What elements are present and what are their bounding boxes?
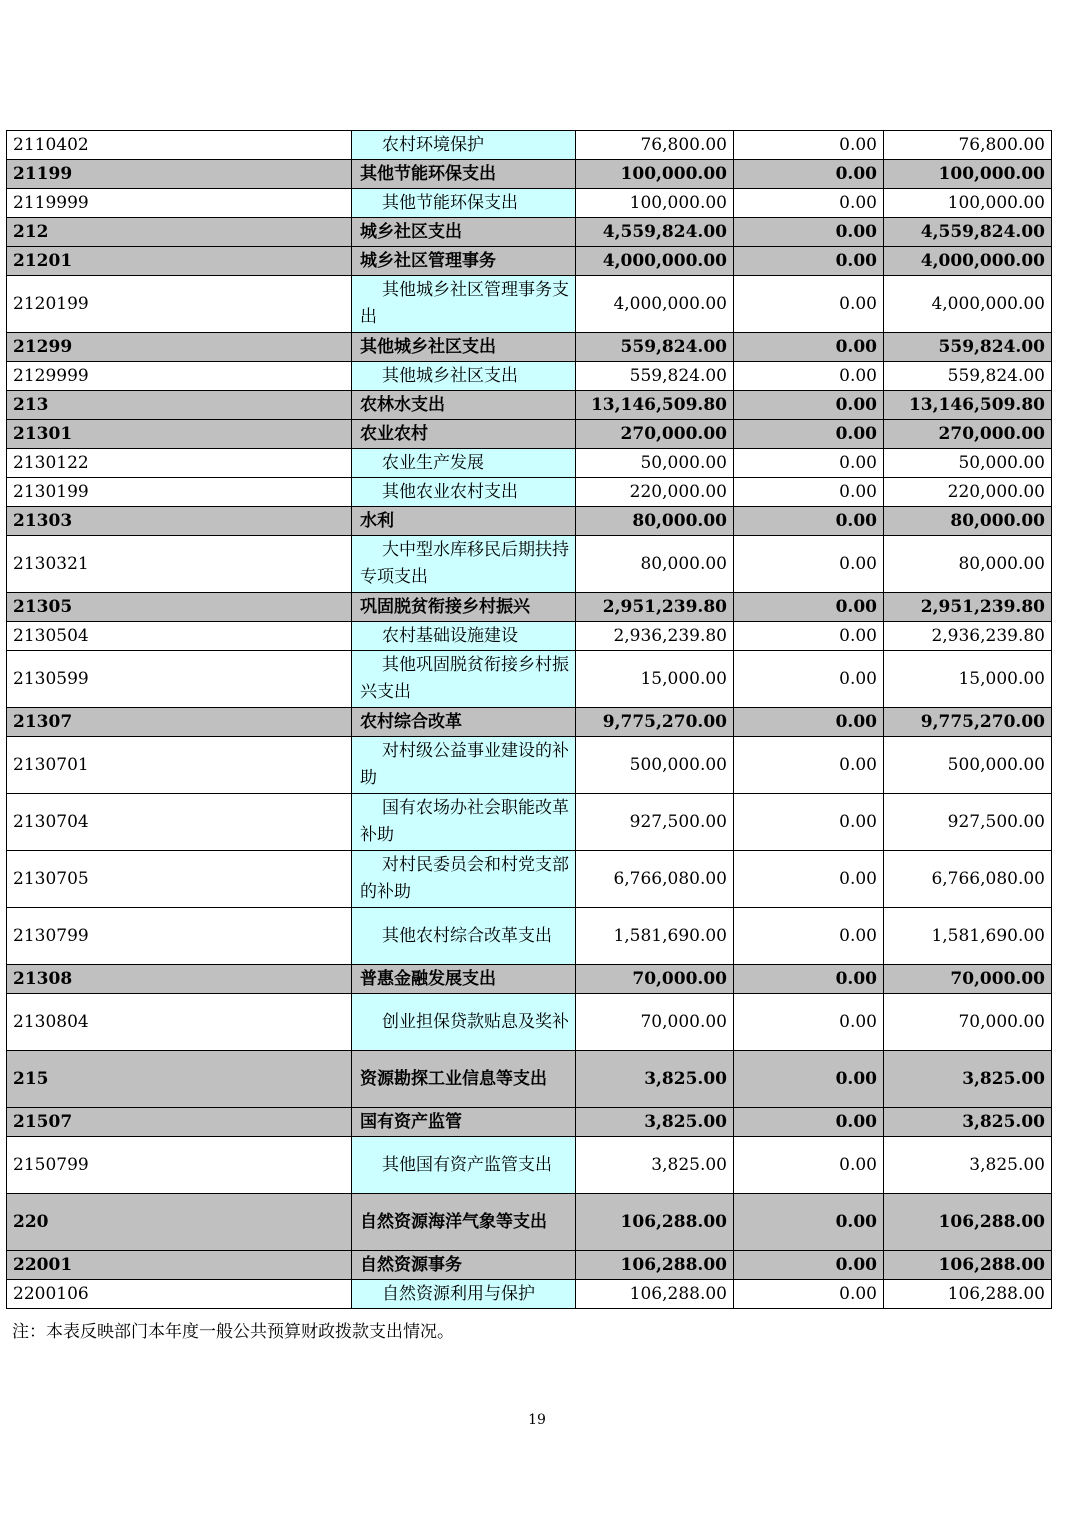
subject-name: 其他城乡社区支出 [352, 333, 576, 362]
table-row-summary [7, 507, 1052, 536]
subject-code: 21507 [7, 1108, 352, 1137]
subject-code: 2130705 [7, 851, 352, 908]
amount-col3: 4,559,824.00 [884, 218, 1052, 247]
table-row-summary [7, 1251, 1052, 1280]
amount-col2: 0.00 [734, 1137, 884, 1194]
subject-name: 城乡社区支出 [352, 218, 576, 247]
subject-code: 21308 [7, 965, 352, 994]
subject-name: 其他节能环保支出 [352, 160, 576, 189]
subject-code: 2119999 [7, 189, 352, 218]
amount-total: 2,936,239.80 [576, 622, 734, 651]
subject-name: 大中型水库移民后期扶持专项支出 [352, 536, 576, 593]
amount-total: 13,146,509.80 [576, 391, 734, 420]
amount-col2: 0.00 [734, 1051, 884, 1108]
subject-name: 其他城乡社区支出 [352, 362, 576, 391]
amount-total: 50,000.00 [576, 449, 734, 478]
subject-name: 自然资源海洋气象等支出 [352, 1194, 576, 1251]
amount-total: 100,000.00 [576, 160, 734, 189]
amount-col3: 270,000.00 [884, 420, 1052, 449]
subject-name: 其他节能环保支出 [352, 189, 576, 218]
amount-col2: 0.00 [734, 994, 884, 1051]
table-row-summary [7, 593, 1052, 622]
subject-code: 220 [7, 1194, 352, 1251]
subject-name: 其他农业农村支出 [352, 478, 576, 507]
amount-col2: 0.00 [734, 449, 884, 478]
amount-total: 70,000.00 [576, 994, 734, 1051]
subject-code: 21303 [7, 507, 352, 536]
amount-col3: 80,000.00 [884, 507, 1052, 536]
amount-col2: 0.00 [734, 908, 884, 965]
amount-total: 3,825.00 [576, 1137, 734, 1194]
amount-col2: 0.00 [734, 1194, 884, 1251]
amount-col2: 0.00 [734, 593, 884, 622]
amount-col3: 50,000.00 [884, 449, 1052, 478]
amount-total: 15,000.00 [576, 651, 734, 708]
amount-col3: 500,000.00 [884, 737, 1052, 794]
amount-total: 2,951,239.80 [576, 593, 734, 622]
amount-col2: 0.00 [734, 737, 884, 794]
table-row-summary [7, 391, 1052, 420]
amount-col2: 0.00 [734, 536, 884, 593]
subject-name: 对村级公益事业建设的补助 [352, 737, 576, 794]
amount-total: 4,000,000.00 [576, 276, 734, 333]
amount-total: 106,288.00 [576, 1251, 734, 1280]
amount-col3: 13,146,509.80 [884, 391, 1052, 420]
subject-code: 2129999 [7, 362, 352, 391]
subject-name: 其他国有资产监管支出 [352, 1137, 576, 1194]
amount-total: 4,000,000.00 [576, 247, 734, 276]
table-row-summary [7, 1108, 1052, 1137]
table-row [7, 622, 1052, 651]
amount-col3: 100,000.00 [884, 160, 1052, 189]
amount-col3: 9,775,270.00 [884, 708, 1052, 737]
amount-total: 500,000.00 [576, 737, 734, 794]
subject-name: 国有资产监管 [352, 1108, 576, 1137]
amount-col2: 0.00 [734, 333, 884, 362]
amount-col3: 2,951,239.80 [884, 593, 1052, 622]
amount-col3: 15,000.00 [884, 651, 1052, 708]
amount-total: 70,000.00 [576, 965, 734, 994]
amount-col2: 0.00 [734, 507, 884, 536]
table-row-summary [7, 965, 1052, 994]
amount-col2: 0.00 [734, 794, 884, 851]
subject-code: 2130804 [7, 994, 352, 1051]
table-row-summary [7, 160, 1052, 189]
amount-col3: 2,936,239.80 [884, 622, 1052, 651]
table-row [7, 994, 1052, 1051]
table-row-summary [7, 708, 1052, 737]
subject-name: 农村环境保护 [352, 131, 576, 160]
amount-col2: 0.00 [734, 218, 884, 247]
subject-code: 2130321 [7, 536, 352, 593]
amount-total: 3,825.00 [576, 1051, 734, 1108]
amount-col2: 0.00 [734, 965, 884, 994]
amount-total: 106,288.00 [576, 1280, 734, 1309]
amount-col3: 100,000.00 [884, 189, 1052, 218]
subject-name: 自然资源事务 [352, 1251, 576, 1280]
amount-col2: 0.00 [734, 391, 884, 420]
amount-col3: 1,581,690.00 [884, 908, 1052, 965]
table-row [7, 189, 1052, 218]
subject-code: 2130701 [7, 737, 352, 794]
table-row [7, 362, 1052, 391]
amount-total: 80,000.00 [576, 507, 734, 536]
amount-total: 270,000.00 [576, 420, 734, 449]
table-row-summary [7, 420, 1052, 449]
table-row [7, 478, 1052, 507]
amount-col2: 0.00 [734, 131, 884, 160]
subject-code: 213 [7, 391, 352, 420]
subject-name: 农村综合改革 [352, 708, 576, 737]
table-row [7, 536, 1052, 593]
table-footnote: 注：本表反映部门本年度一般公共预算财政拨款支出情况。 [12, 1322, 454, 1342]
amount-total: 927,500.00 [576, 794, 734, 851]
table-row [7, 1280, 1052, 1309]
amount-col2: 0.00 [734, 160, 884, 189]
amount-col2: 0.00 [734, 362, 884, 391]
amount-col2: 0.00 [734, 247, 884, 276]
amount-col2: 0.00 [734, 708, 884, 737]
amount-col2: 0.00 [734, 622, 884, 651]
subject-code: 2130599 [7, 651, 352, 708]
table-row [7, 651, 1052, 708]
subject-name: 其他巩固脱贫衔接乡村振兴支出 [352, 651, 576, 708]
subject-code: 22001 [7, 1251, 352, 1280]
amount-col3: 6,766,080.00 [884, 851, 1052, 908]
amount-total: 9,775,270.00 [576, 708, 734, 737]
amount-total: 559,824.00 [576, 333, 734, 362]
subject-name: 其他农村综合改革支出 [352, 908, 576, 965]
subject-code: 21301 [7, 420, 352, 449]
amount-total: 106,288.00 [576, 1194, 734, 1251]
amount-col3: 80,000.00 [884, 536, 1052, 593]
amount-total: 80,000.00 [576, 536, 734, 593]
amount-col2: 0.00 [734, 1108, 884, 1137]
subject-code: 2130122 [7, 449, 352, 478]
amount-col2: 0.00 [734, 1251, 884, 1280]
table-row-summary [7, 218, 1052, 247]
subject-name: 城乡社区管理事务 [352, 247, 576, 276]
amount-col3: 70,000.00 [884, 994, 1052, 1051]
table-row [7, 449, 1052, 478]
amount-col2: 0.00 [734, 478, 884, 507]
amount-col3: 559,824.00 [884, 333, 1052, 362]
amount-col2: 0.00 [734, 276, 884, 333]
amount-col2: 0.00 [734, 651, 884, 708]
subject-code: 2150799 [7, 1137, 352, 1194]
table-row-summary [7, 333, 1052, 362]
subject-code: 2110402 [7, 131, 352, 160]
table-row-summary [7, 247, 1052, 276]
amount-total: 76,800.00 [576, 131, 734, 160]
amount-col3: 106,288.00 [884, 1251, 1052, 1280]
subject-name: 资源勘探工业信息等支出 [352, 1051, 576, 1108]
subject-code: 2120199 [7, 276, 352, 333]
table-row [7, 1137, 1052, 1194]
subject-code: 21299 [7, 333, 352, 362]
table-row-summary [7, 1194, 1052, 1251]
amount-col3: 106,288.00 [884, 1280, 1052, 1309]
amount-total: 1,581,690.00 [576, 908, 734, 965]
subject-name: 农业生产发展 [352, 449, 576, 478]
amount-col2: 0.00 [734, 189, 884, 218]
table-row [7, 794, 1052, 851]
amount-total: 6,766,080.00 [576, 851, 734, 908]
amount-col3: 70,000.00 [884, 965, 1052, 994]
amount-col3: 559,824.00 [884, 362, 1052, 391]
subject-code: 2130704 [7, 794, 352, 851]
amount-col2: 0.00 [734, 1280, 884, 1309]
subject-code: 21307 [7, 708, 352, 737]
table-row [7, 737, 1052, 794]
subject-name: 对村民委员会和村党支部的补助 [352, 851, 576, 908]
subject-name: 其他城乡社区管理事务支出 [352, 276, 576, 333]
table-row [7, 276, 1052, 333]
amount-total: 3,825.00 [576, 1108, 734, 1137]
subject-code: 212 [7, 218, 352, 247]
budget-table [6, 130, 1052, 1309]
amount-total: 4,559,824.00 [576, 218, 734, 247]
amount-col2: 0.00 [734, 420, 884, 449]
amount-col3: 927,500.00 [884, 794, 1052, 851]
amount-col2: 0.00 [734, 851, 884, 908]
amount-col3: 3,825.00 [884, 1137, 1052, 1194]
subject-code: 21199 [7, 160, 352, 189]
subject-name: 创业担保贷款贴息及奖补 [352, 994, 576, 1051]
subject-code: 21305 [7, 593, 352, 622]
subject-name: 水利 [352, 507, 576, 536]
table-row [7, 131, 1052, 160]
subject-code: 21201 [7, 247, 352, 276]
subject-code: 2200106 [7, 1280, 352, 1309]
subject-code: 2130799 [7, 908, 352, 965]
page-number: 19 [528, 1412, 546, 1428]
subject-name: 巩固脱贫衔接乡村振兴 [352, 593, 576, 622]
subject-name: 普惠金融发展支出 [352, 965, 576, 994]
table-row [7, 908, 1052, 965]
amount-total: 100,000.00 [576, 189, 734, 218]
amount-col3: 76,800.00 [884, 131, 1052, 160]
subject-name: 农村基础设施建设 [352, 622, 576, 651]
subject-code: 215 [7, 1051, 352, 1108]
amount-col3: 220,000.00 [884, 478, 1052, 507]
amount-col3: 3,825.00 [884, 1051, 1052, 1108]
amount-col3: 4,000,000.00 [884, 247, 1052, 276]
table-row [7, 851, 1052, 908]
amount-col3: 106,288.00 [884, 1194, 1052, 1251]
subject-name: 农业农村 [352, 420, 576, 449]
subject-code: 2130199 [7, 478, 352, 507]
amount-col3: 3,825.00 [884, 1108, 1052, 1137]
subject-code: 2130504 [7, 622, 352, 651]
amount-total: 559,824.00 [576, 362, 734, 391]
table-row-summary [7, 1051, 1052, 1108]
subject-name: 国有农场办社会职能改革补助 [352, 794, 576, 851]
amount-total: 220,000.00 [576, 478, 734, 507]
subject-name: 农林水支出 [352, 391, 576, 420]
budget-table-body [7, 131, 1052, 1309]
amount-col3: 4,000,000.00 [884, 276, 1052, 333]
subject-name: 自然资源利用与保护 [352, 1280, 576, 1309]
